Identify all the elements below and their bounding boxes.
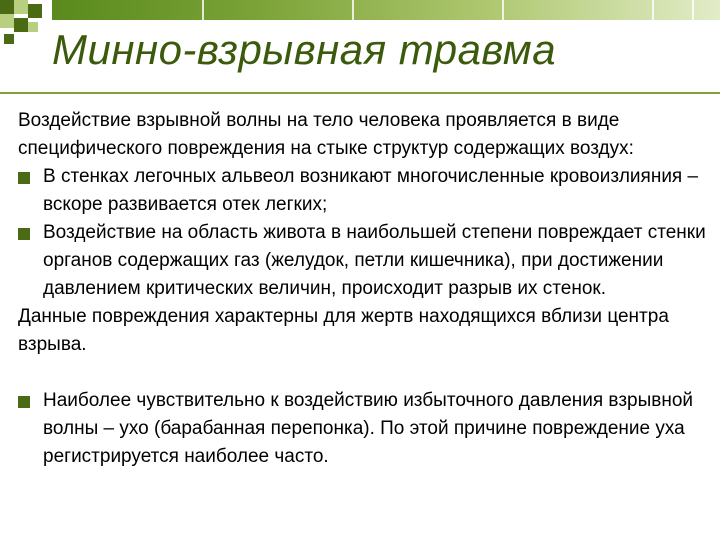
corner-square — [0, 14, 14, 28]
list-item — [18, 219, 708, 303]
corner-square — [28, 4, 42, 18]
corner-square — [28, 22, 38, 32]
list-item — [18, 163, 708, 219]
square-bullet-icon — [18, 396, 30, 408]
list-item-text: В стенках легочных альвеол возникают многочисленные кровоизлияния – вскоре развивается отек легких; — [43, 166, 699, 215]
spacer — [18, 359, 708, 387]
square-bullet-icon — [18, 172, 30, 184]
header-band — [52, 0, 720, 20]
slide-title: Минно-взрывная травма — [52, 26, 557, 73]
note-paragraph: Данные повреждения характерны для жертв находящихся вблизи центра взрыва. — [18, 306, 669, 355]
list-item — [18, 387, 708, 471]
corner-square — [0, 0, 14, 14]
intro-paragraph: Воздействие взрывной волны на тело человека проявляется в виде специфического повреждения на стыке структур содержащих воздух: — [18, 110, 634, 159]
corner-square — [14, 18, 28, 32]
list-item-text: Наиболее чувствительно к воздействию избыточного давления взрывной волны – ухо (барабанная перепонка). По этой причине повреждение уха регистрируется наиболее часто. — [43, 390, 694, 467]
list-item-text: Воздействие на область живота в наибольшей степени повреждает стенки органов содержащих газ (желудок, петли кишечника), при достижении давлением критических величин, происходит разрыв их стенок. — [43, 222, 706, 299]
slide-body — [18, 107, 708, 471]
corner-square — [4, 34, 14, 44]
square-bullet-icon — [18, 228, 30, 240]
title-divider — [0, 92, 720, 94]
corner-square — [14, 0, 28, 14]
